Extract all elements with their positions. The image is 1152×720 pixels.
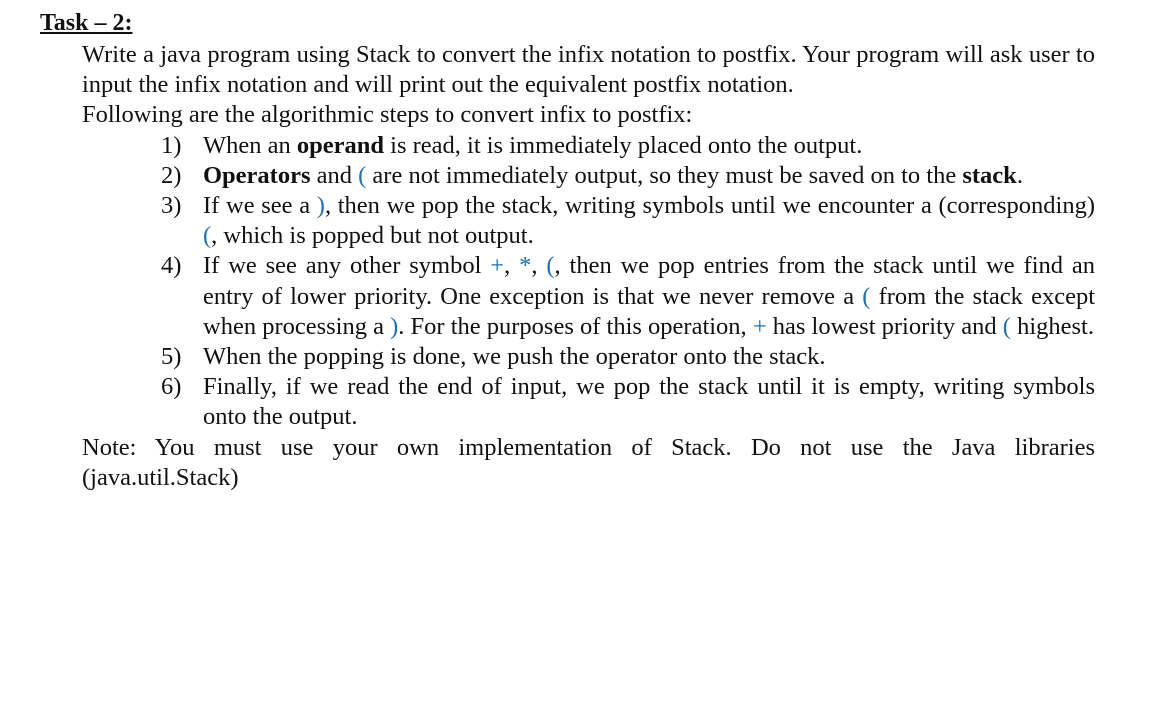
task-body xyxy=(82,40,1095,493)
step-text: , then we pop entries from the stack until we find an entry of lower priority. One exception is that we never remove a xyxy=(203,252,1096,310)
symbol-open-paren: ( xyxy=(1002,312,1011,340)
step-bold-term: Operators xyxy=(203,161,311,189)
algorithm-steps xyxy=(82,131,1095,433)
step-text: , which is popped but not output. xyxy=(211,222,534,250)
step-text: If we see a xyxy=(203,192,317,220)
step-1 xyxy=(82,131,1095,161)
note-line-1: Note: You must use your own implementation of Stack. Do not use the Java libraries xyxy=(82,433,1095,461)
step-4 xyxy=(82,251,1095,342)
step-5 xyxy=(82,342,1095,372)
step-2 xyxy=(82,161,1095,191)
step-6 xyxy=(82,372,1095,432)
step-number: 4) xyxy=(161,252,182,280)
step-number: 3) xyxy=(161,192,182,220)
note-line-2: (java.util.Stack) xyxy=(82,463,239,491)
symbol-close-paren: ) xyxy=(390,312,399,340)
step-text: If we see any other symbol xyxy=(203,252,491,280)
step-text: , then we pop the stack, writing symbols until we encounter a (corresponding) xyxy=(324,192,1095,220)
symbol-open-paren: ( xyxy=(203,222,212,250)
step-number: 5) xyxy=(161,343,182,371)
step-text: is read, it is immediately placed onto the output. xyxy=(384,131,863,159)
step-text: When the popping is done, we push the operator onto the stack. xyxy=(203,343,826,371)
step-text: . For the purposes of this operation, xyxy=(398,312,753,340)
symbol-asterisk: * xyxy=(519,252,532,280)
symbol-plus: + xyxy=(752,312,767,340)
step-text: , xyxy=(504,252,520,280)
symbol-open-paren: ( xyxy=(862,282,871,310)
task-intro: Write a java program using Stack to convert the infix notation to postfix. Your program will ask user to input the infix notation and will print out the equivalent postfix notation. xyxy=(82,41,1095,99)
step-bold-term: stack xyxy=(962,161,1017,189)
step-text: has lowest priority and xyxy=(766,312,1003,340)
step-3 xyxy=(82,191,1095,251)
steps-heading: Following are the algorithmic steps to convert infix to postfix: xyxy=(82,101,693,129)
step-text: are not immediately output, so they must be saved on to the xyxy=(366,161,963,189)
step-text: When an xyxy=(203,131,297,159)
step-text: highest. xyxy=(1010,312,1094,340)
task-title: Task – 2: xyxy=(40,10,133,36)
symbol-close-paren: ) xyxy=(316,192,325,220)
symbol-open-paren: ( xyxy=(546,252,555,280)
step-text: , xyxy=(531,252,547,280)
step-text: Finally, if we read the end of input, we pop the stack until it is empty, writing symbols onto the output. xyxy=(203,373,1095,431)
symbol-plus: + xyxy=(490,252,505,280)
step-text: . xyxy=(1016,161,1023,189)
step-number: 1) xyxy=(161,131,182,159)
step-text: and xyxy=(310,161,359,189)
step-bold-term: operand xyxy=(296,131,385,159)
step-number: 6) xyxy=(161,373,182,401)
step-number: 2) xyxy=(161,161,182,189)
step-text: from the stack except when processing a xyxy=(203,282,1095,340)
symbol-open-paren: ( xyxy=(358,161,367,189)
